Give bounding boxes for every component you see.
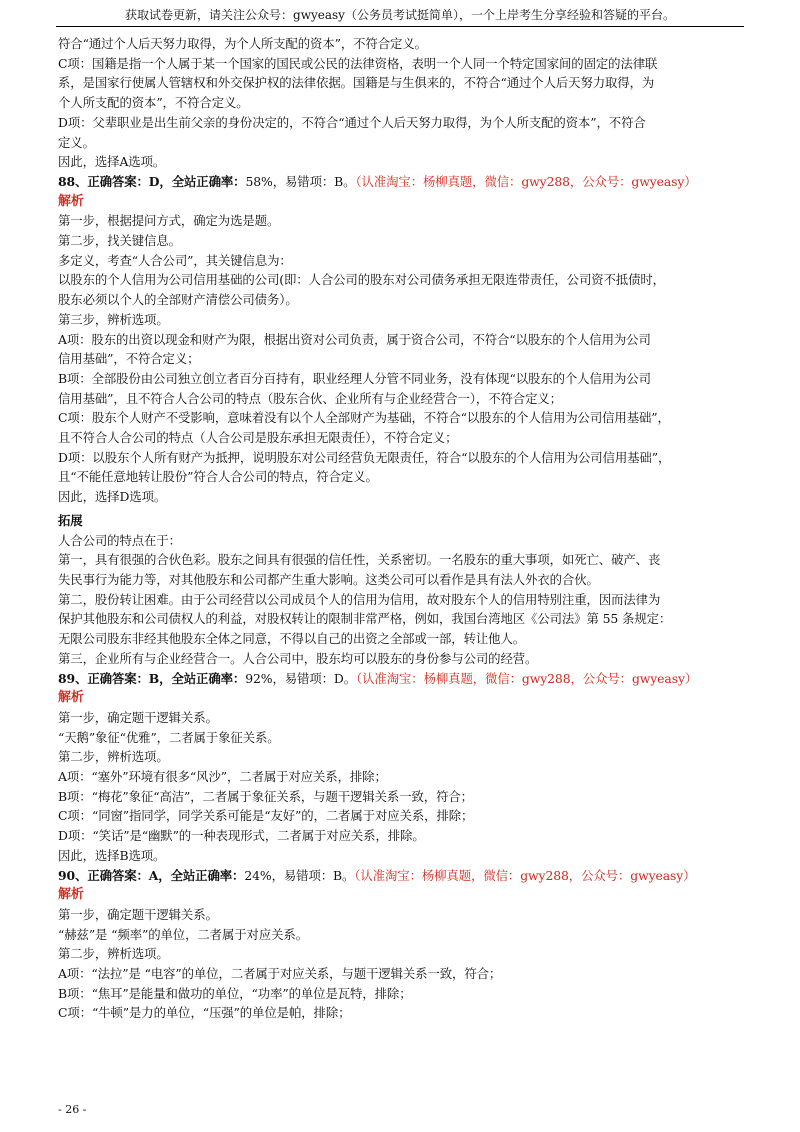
text-line: 人合公司的特点在于： bbox=[58, 532, 181, 548]
text-line: D项：父辈职业是出生前父亲的身份决定的，不符合“通过个人后天努力取得，为个人所支配的资本”，不符合 bbox=[58, 114, 646, 130]
q88-analysis bbox=[58, 211, 748, 507]
header-divider bbox=[56, 26, 744, 27]
promo-text: （认准淘宝：杨柳真题，微信：gwy288，公众号：gwyeasy） bbox=[356, 670, 698, 686]
text-line: 第一步，确定题干逻辑关系。 bbox=[58, 709, 218, 725]
text-line: C项：股东个人财产不受影响，意味着没有以个人全部财产为基础，不符合“以股东的个人信用为公司信用基础”， bbox=[58, 410, 670, 426]
text-line: B项：“焦耳”是能量和做功的单位，“功率”的单位是瓦特，排除； bbox=[58, 985, 412, 1001]
text-line: 股东必须以个人的全部财产清偿公司债务）。 bbox=[58, 292, 298, 308]
q90-answer-line: 90、正确答案：A，全站正确率：24%，易错项：B。（认准淘宝：杨柳真题，微信：gwy288，公众号：gwyeasy） bbox=[58, 867, 696, 883]
text-line: 无限公司股东非经其他股东全体之同意，不得以自己的出资之全部或一部，转让他人。 bbox=[58, 631, 526, 647]
text-line: C项：国籍是指一个人属于某一个国家的国民或公民的法律资格，表明一个人同一个特定国家间的固定的法律联 bbox=[58, 55, 658, 71]
page-header: 获取试卷更新，请关注公众号：gwyeasy（公务员考试挺简单），一个上岸考生分享经验和答疑的平台。 bbox=[125, 8, 675, 22]
text-line: 因此，选择A选项。 bbox=[58, 154, 166, 170]
text-line: D项：“笑话”是“幽默”的一种表现形式，二者属于对应关系，排除。 bbox=[58, 828, 425, 844]
text-line: 符合“通过个人后天努力取得，为个人所支配的资本”，不符合定义。 bbox=[58, 36, 427, 51]
q88-analysis-heading: 解析 bbox=[58, 193, 84, 209]
q90-analysis-heading: 解析 bbox=[58, 887, 84, 903]
document-body bbox=[58, 34, 748, 1023]
q88-expand bbox=[58, 531, 748, 669]
q90-analysis bbox=[58, 905, 748, 1023]
text-line: 第一步，根据提问方式，确定为选是题。 bbox=[58, 213, 280, 229]
text-line: 第二步，辨析选项。 bbox=[58, 946, 169, 962]
text-line: C项：“牛顿”是力的单位，“压强”的单位是帕，排除； bbox=[58, 1005, 351, 1021]
text-line: 失民事行为能力等，对其他股东和公司都产生重大影响。这类公司可以看作是具有法人外衣的合伙。 bbox=[58, 571, 599, 587]
text-line: 且不符合人合公司的特点（人合公司是股东承担无限责任），不符合定义； bbox=[58, 430, 458, 446]
page-number: - 26 - bbox=[58, 1103, 87, 1116]
text-line: A项：“法拉”是 “电容”的单位，二者属于对应关系，与题干逻辑关系一致，符合； bbox=[58, 966, 502, 982]
q88-answer-line: 88、正确答案：D，全站正确率：58%，易错项：B。（认准淘宝：杨柳真题，微信：gwy288，公众号：gwyeasy） bbox=[58, 173, 697, 189]
q89-answer-line: 89、正确答案：B，全站正确率：92%，易错项：D。（认准淘宝：杨柳真题，微信：gwy288，公众号：gwyeasy） bbox=[58, 670, 698, 686]
text-line: “天鹅”象征“优雅”，二者属于象征关系。 bbox=[58, 729, 280, 745]
text-line: 第一，具有很强的合伙色彩。股东之间具有很强的信任性，关系密切。一名股东的重大事项，如死亡、破产、丧 bbox=[58, 552, 661, 568]
promo-text: （认准淘宝：杨柳真题，微信：gwy288，公众号：gwyeasy） bbox=[354, 867, 696, 883]
text-line: B项：“梅花”象征“高洁”，二者属于象征关系，与题干逻辑关系一致，符合； bbox=[58, 788, 473, 804]
text-line: 多定义，考查“人合公司”，其关键信息为： bbox=[58, 252, 292, 268]
text-line: 第二步，找关键信息。 bbox=[58, 233, 181, 249]
text-line: 系，是国家行使属人管辖权和外交保护权的法律依据。国籍是与生俱来的，不符合“通过个人后天努力取得，为 bbox=[58, 75, 655, 91]
text-line: 以股东的个人信用为公司信用基础的公司(即：人合公司的股东对公司债务承担无限连带责任，公司资不抵债时， bbox=[58, 272, 665, 288]
promo-text: （认准淘宝：杨柳真题，微信：gwy288，公众号：gwyeasy） bbox=[355, 173, 697, 189]
text-line: 第二，股份转让困难。由于公司经营以公司成员个人的信用为信用，故对股东个人的信用特别注重，因而法律为 bbox=[58, 591, 661, 607]
text-line: 保护其他股东和公司债权人的利益，对股权转让的限制非常严格，例如，我国台湾地区《公司法》第 55 条规定： bbox=[58, 611, 672, 627]
text-line: 且“不能任意地转让股份”符合人合公司的特点，符合定义。 bbox=[58, 469, 378, 485]
text-line: 个人所支配的资本”，不符合定义。 bbox=[58, 95, 249, 111]
text-line: 第一步，确定题干逻辑关系。 bbox=[58, 906, 218, 922]
q89-analysis bbox=[58, 708, 748, 866]
text-line: 第三步，辨析选项。 bbox=[58, 311, 169, 327]
intro-block bbox=[58, 34, 748, 172]
q89-analysis-heading: 解析 bbox=[58, 690, 84, 706]
text-line: A项：“塞外”环境有很多“风沙”，二者属于对应关系，排除； bbox=[58, 769, 387, 785]
text-line: 因此，选择B选项。 bbox=[58, 847, 166, 863]
q88-expand-heading: 拓展 bbox=[58, 512, 83, 528]
text-line: D项：以股东个人所有财产为抵押，说明股东对公司经营负无限责任，符合“以股东的个人信用为公司信用基础”， bbox=[58, 449, 671, 465]
text-line: 定义。 bbox=[58, 134, 95, 150]
text-line: C项：“同窗”指同学，同学关系可能是“友好”的，二者属于对应关系，排除； bbox=[58, 808, 474, 824]
text-line: A项：股东的出资以现金和财产为限，根据出资对公司负责，属于资合公司，不符合“以股东的个人信用为公司 bbox=[58, 331, 651, 347]
text-line: 第三，企业所有与企业经营合一。人合公司中，股东均可以股东的身份参与公司的经营。 bbox=[58, 650, 538, 666]
text-line: 因此，选择D选项。 bbox=[58, 489, 167, 505]
text-line: “赫兹”是 “频率”的单位，二者属于对应关系。 bbox=[58, 926, 309, 942]
text-line: 信用基础”，且不符合人合公司的特点（股东合伙、企业所有与企业经营合一），不符合定义； bbox=[58, 390, 562, 406]
text-line: B项：全部股份由公司独立创立者百分百持有，职业经理人分管不同业务，没有体现“以股东的个人信用为公司 bbox=[58, 370, 651, 386]
text-line: 信用基础”，不符合定义； bbox=[58, 351, 200, 367]
text-line: 第二步，辨析选项。 bbox=[58, 749, 169, 765]
